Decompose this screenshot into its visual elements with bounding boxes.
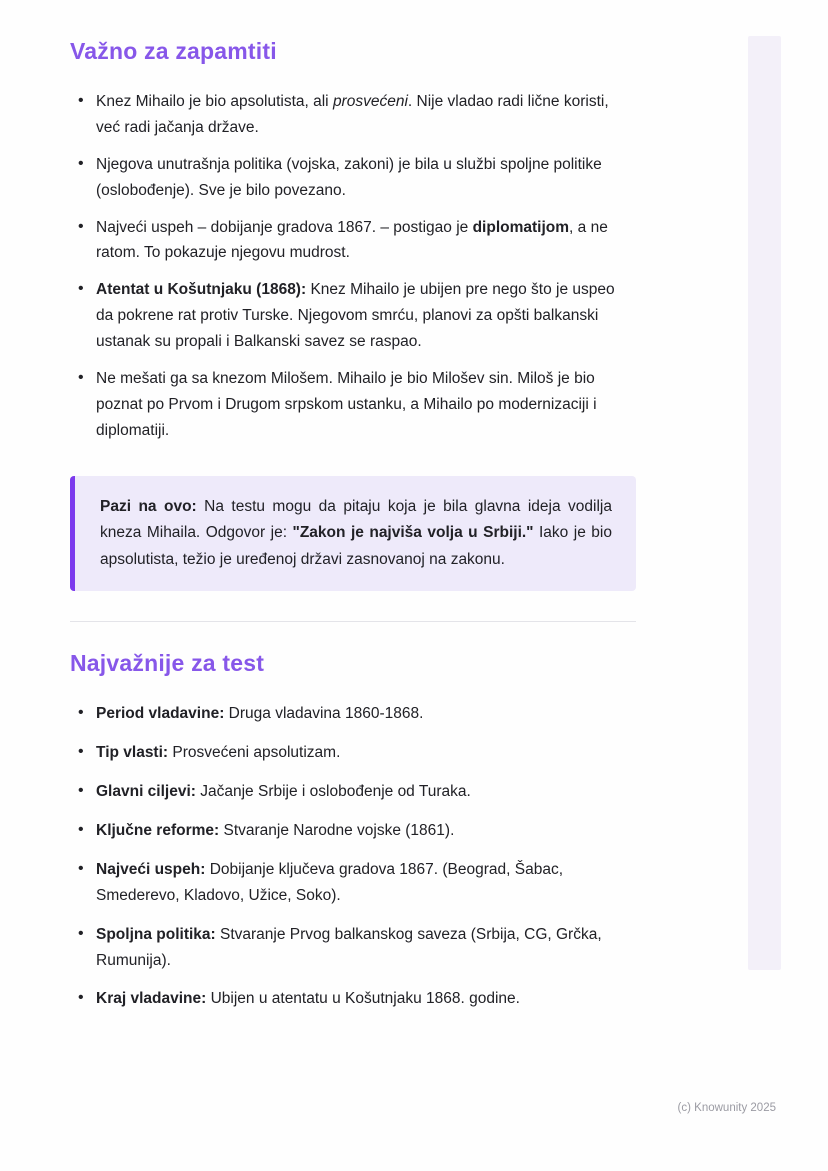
- text-segment: . Nije vladao radi lične koristi, već radi jačanja države.: [96, 93, 609, 136]
- text-segment: Knez Mihailo je bio apsolutista, ali: [96, 93, 333, 110]
- text-segment: Stvaranje Narodne vojske (1861).: [219, 822, 455, 840]
- list-item: [70, 857, 636, 909]
- text-segment: Jačanje Srbije i oslobođenje od Turaka.: [195, 783, 471, 801]
- text-segment: Ključne reforme:: [96, 822, 220, 840]
- text-segment: prosvećeni: [332, 93, 408, 110]
- bullet-list-test: [70, 701, 636, 1012]
- text-segment: Ubijen u atentatu u Košutnjaku 1868. godine.: [206, 990, 520, 1008]
- list-item: [70, 986, 636, 1012]
- text-segment: Njegova unutrašnja politika (vojska, zakoni) je bila u službi spoljne politike (oslobođenje). Sve je bilo povezano.: [96, 155, 602, 199]
- text-segment: , a ne ratom. To pokazuje njegovu mudrost.: [96, 218, 608, 262]
- section-divider: [70, 621, 636, 622]
- list-item: [70, 818, 636, 844]
- copyright-text: (c) Knowunity 2025: [677, 1102, 776, 1114]
- list-item: [70, 701, 636, 727]
- bullet-list-vazno: [70, 89, 636, 444]
- list-item: [70, 89, 636, 141]
- text-segment: Prosvećeni apsolutizam.: [168, 744, 341, 762]
- list-item: [70, 366, 636, 444]
- text-segment: Iako je bio apsolutista, težio je uređenoj državi zasnovanoj na zakonu.: [100, 524, 612, 568]
- text-segment: Kraj vladavine:: [96, 990, 207, 1008]
- list-item: [70, 779, 636, 805]
- text-segment: Najveći uspeh:: [96, 860, 206, 878]
- scrollbar-track[interactable]: [748, 36, 781, 970]
- notes-content: [70, 38, 636, 1025]
- text-segment: Ne mešati ga sa knezom Milošem. Mihailo je bio Milošev sin. Miloš je bio poznat po Prvom i Drugom srpskom ustanku, a Mihailo po modernizaciji i diplomatiji.: [96, 369, 597, 439]
- list-item: [70, 215, 636, 267]
- text-segment: Knez Mihailo je ubijen pre nego što je uspeo da pokrene rat protiv Turske. Njegovom smrću, planovi za opšti balkanski ustanak su propali i Balkanski savez se raspao.: [96, 281, 615, 350]
- text-segment: diplomatijom: [472, 218, 570, 236]
- list-item: [70, 922, 636, 974]
- text-segment: Dobijanje ključeva gradova 1867. (Beograd, Šabac, Smederevo, Kladovo, Užice, Soko).: [96, 860, 563, 904]
- callout-text: [100, 494, 612, 574]
- text-segment: Najveći uspeh – dobijanje gradova 1867. – postigao je: [96, 218, 473, 236]
- section-title-najvaznije-za-test: Najvažnije za test: [70, 650, 265, 677]
- list-item: [70, 277, 636, 355]
- list-item: [70, 152, 636, 204]
- text-segment: "Zakon je najviša volja u Srbiji.": [292, 524, 534, 542]
- text-segment: Atentat u Košutnjaku (1868):: [96, 281, 307, 299]
- text-segment: Na testu mogu da pitaju koja je bila glavna ideja vodilja kneza Mihaila. Odgovor je:: [100, 497, 612, 542]
- section-title-vazno-za-zapamtiti: Važno za zapamtiti: [70, 38, 277, 64]
- text-segment: Spoljna politika:: [96, 925, 216, 943]
- list-item: [70, 740, 636, 766]
- text-segment: Druga vladavina 1860-1868.: [224, 705, 424, 723]
- text-segment: Tip vlasti:: [96, 744, 169, 762]
- text-segment: Stvaranje Prvog balkanskog saveza (Srbija, CG, Grčka, Rumunija).: [96, 925, 602, 969]
- text-segment: Pazi na ovo:: [100, 497, 197, 515]
- text-segment: Period vladavine:: [96, 705, 225, 723]
- text-segment: Glavni ciljevi:: [96, 783, 196, 801]
- callout-box: [70, 476, 636, 592]
